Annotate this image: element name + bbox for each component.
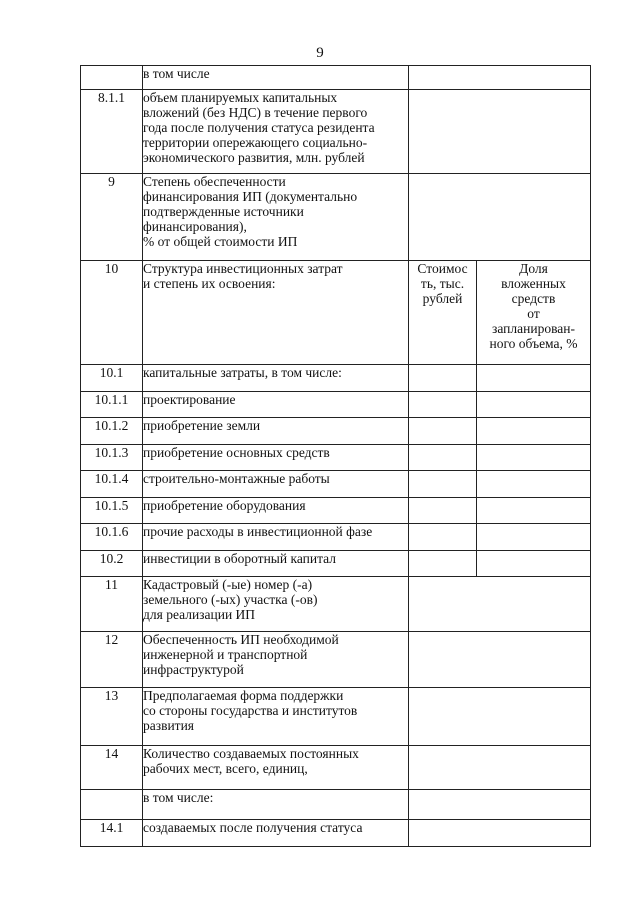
table-row [81, 498, 591, 524]
table-row [81, 90, 591, 174]
row-label: Степень обеспеченности финансирования ИП (документально подтвержденные источники финансирования), % от общей стоимости ИП [143, 174, 409, 261]
table-row [81, 392, 591, 418]
row-label: прочие расходы в инвестиционной фазе [143, 524, 409, 551]
value-cell[interactable] [409, 688, 591, 746]
row-label: приобретение земли [143, 418, 409, 445]
cost-cell[interactable] [409, 498, 477, 524]
table-row [81, 261, 591, 365]
table-row [81, 66, 591, 90]
row-number [81, 66, 143, 90]
share-cell[interactable] [477, 392, 591, 418]
share-cell[interactable] [477, 524, 591, 551]
column-header-cost: Стоимос ть, тыс. рублей [409, 261, 477, 365]
cost-cell[interactable] [409, 471, 477, 498]
row-number: 10.1.5 [81, 498, 143, 524]
form-table [80, 65, 591, 847]
row-number: 9 [81, 174, 143, 261]
row-label: Предполагаемая форма поддержки со стороны государства и институтов развития [143, 688, 409, 746]
row-number: 10.1 [81, 365, 143, 392]
table-row [81, 471, 591, 498]
row-number: 10.1.6 [81, 524, 143, 551]
value-cell[interactable] [409, 632, 591, 688]
share-cell[interactable] [477, 365, 591, 392]
table-row [81, 174, 591, 261]
row-number [81, 790, 143, 820]
value-cell[interactable] [409, 90, 591, 174]
table-row [81, 365, 591, 392]
row-number: 11 [81, 577, 143, 632]
table-row [81, 820, 591, 847]
table-row [81, 746, 591, 790]
table-row [81, 577, 591, 632]
row-label: приобретение оборудования [143, 498, 409, 524]
table-row [81, 445, 591, 471]
cost-cell[interactable] [409, 551, 477, 577]
row-number: 10.1.4 [81, 471, 143, 498]
row-label: проектирование [143, 392, 409, 418]
row-label: Кадастровый (-ые) номер (-а) земельного (-ых) участка (-ов) для реализации ИП [143, 577, 409, 632]
cost-cell[interactable] [409, 365, 477, 392]
row-label: инвестиции в оборотный капитал [143, 551, 409, 577]
share-cell[interactable] [477, 418, 591, 445]
column-header-share: Доля вложенных средств от запланирован- ного объема, % [477, 261, 591, 365]
row-number: 10.1.1 [81, 392, 143, 418]
value-cell[interactable] [409, 746, 591, 790]
row-number: 13 [81, 688, 143, 746]
share-cell[interactable] [477, 471, 591, 498]
row-number: 12 [81, 632, 143, 688]
page-number: 9 [316, 45, 324, 61]
table-row [81, 418, 591, 445]
row-label: создаваемых после получения статуса [143, 820, 409, 847]
row-number: 10.2 [81, 551, 143, 577]
value-cell[interactable] [409, 66, 591, 90]
row-number: 10.1.2 [81, 418, 143, 445]
table-row [81, 632, 591, 688]
row-label: капитальные затраты, в том числе: [143, 365, 409, 392]
row-number: 14.1 [81, 820, 143, 847]
row-number: 8.1.1 [81, 90, 143, 174]
row-label: строительно-монтажные работы [143, 471, 409, 498]
cost-cell[interactable] [409, 418, 477, 445]
cost-cell[interactable] [409, 392, 477, 418]
share-cell[interactable] [477, 551, 591, 577]
table-row [81, 524, 591, 551]
share-cell[interactable] [477, 445, 591, 471]
value-cell[interactable] [409, 790, 591, 820]
row-label: Количество создаваемых постоянных рабочих мест, всего, единиц, [143, 746, 409, 790]
table-row [81, 688, 591, 746]
cost-cell[interactable] [409, 524, 477, 551]
value-cell[interactable] [409, 577, 591, 632]
value-cell[interactable] [409, 820, 591, 847]
row-number: 14 [81, 746, 143, 790]
table-row [81, 551, 591, 577]
row-number: 10.1.3 [81, 445, 143, 471]
row-label: приобретение основных средств [143, 445, 409, 471]
row-label: объем планируемых капитальных вложений (без НДС) в течение первого года после получения статуса резидента территории опережающего социально- экономического развития, млн. рублей [143, 90, 409, 174]
share-cell[interactable] [477, 498, 591, 524]
row-label: в том числе: [143, 790, 409, 820]
value-cell[interactable] [409, 174, 591, 261]
row-label: Обеспеченность ИП необходимой инженерной и транспортной инфраструктурой [143, 632, 409, 688]
row-number: 10 [81, 261, 143, 365]
table-row [81, 790, 591, 820]
cost-cell[interactable] [409, 445, 477, 471]
row-label: Структура инвестиционных затрат и степень их освоения: [143, 261, 409, 365]
row-label: в том числе [143, 66, 409, 90]
